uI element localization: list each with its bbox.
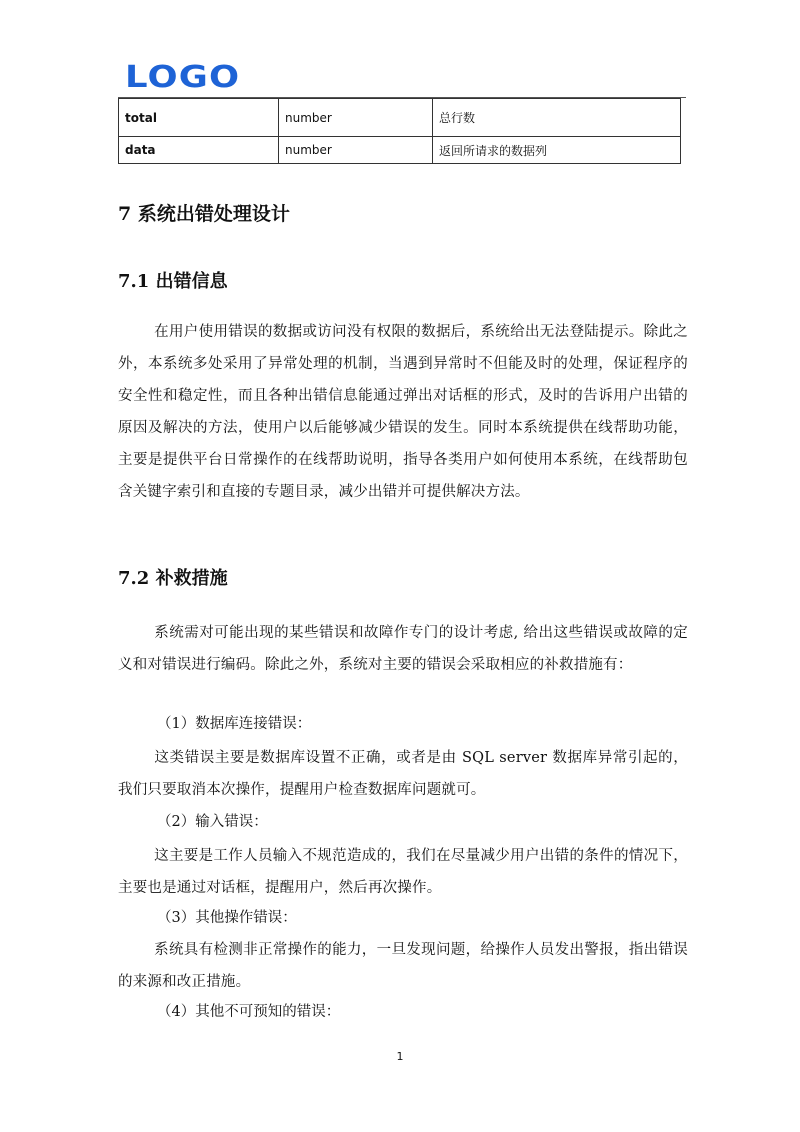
paragraph-text: 系统需对可能出现的某些错误和故障作专门的设计考虑, 给出这些错误或故障的定义和对错误进行编码。除此之外，系统对主要的错误会采取相应的补救措施有： [118,625,688,673]
paragraph-text: 系统具有检测非正常操作的能力，一旦发现问题，给操作人员发出警报，指出错误的来源和改正措施。 [118,942,688,990]
list-item-label: （1）数据库连接错误： [157,716,312,732]
field-type-cell: number [279,99,433,137]
section-title-error-info: 7.1 出错信息 [118,271,228,292]
table-row [119,99,681,137]
paragraph-text: 在用户使用错误的数据或访问没有权限的数据后，系统给出无法登陆提示。除此之外，本系统多处采用了异常处理的机制，当遇到异常时不但能及时的处理，保证程序的安全性和稳定性，而且各种出错信息能通过弹出对话框的形式，及时的告诉用户出错的原因及解决的方法，使用户以后能够减少错误的发生。同时本系统提供在线帮助功能，主要是提供平台日常操作的在线帮助说明，指导各类用户如何使用本系统，在线帮助包含关键字索引和直接的专题目录，减少出错并可提供解决方法。 [118,324,688,500]
field-table [118,98,681,164]
table-row [119,137,681,164]
field-description-cell: 总行数 [433,99,681,137]
list-item-label: （4）其他不可预知的错误： [157,1004,341,1020]
logo: LOGO [125,60,241,95]
list-item-text [118,840,688,904]
field-name-cell: data [119,137,279,164]
page-number: 1 [396,1050,404,1063]
list-item-text [118,934,688,998]
field-name-cell: total [119,99,279,137]
paragraph-text: 这主要是工作人员输入不规范造成的，我们在尽量减少用户出错的条件的情况下，主要也是通过对话框，提醒用户，然后再次操作。 [118,848,688,896]
field-type-cell: number [279,137,433,164]
list-item-text [118,742,688,806]
section-title-remedies: 7.2 补救措施 [118,568,228,589]
list-item-label: （3）其他操作错误： [157,910,297,926]
section-intro-remedies [118,617,688,681]
chapter-title: 7 系统出错处理设计 [118,203,290,225]
paragraph-text: 这类错误主要是数据库设置不正确，或者是由 SQL server 数据库异常引起的，我们只要取消本次操作，提醒用户检查数据库问题就可。 [118,750,688,798]
section-body-error-info [118,316,688,508]
field-description-cell: 返回所请求的数据列 [433,137,681,164]
list-item-label: （2）输入错误： [157,814,268,830]
